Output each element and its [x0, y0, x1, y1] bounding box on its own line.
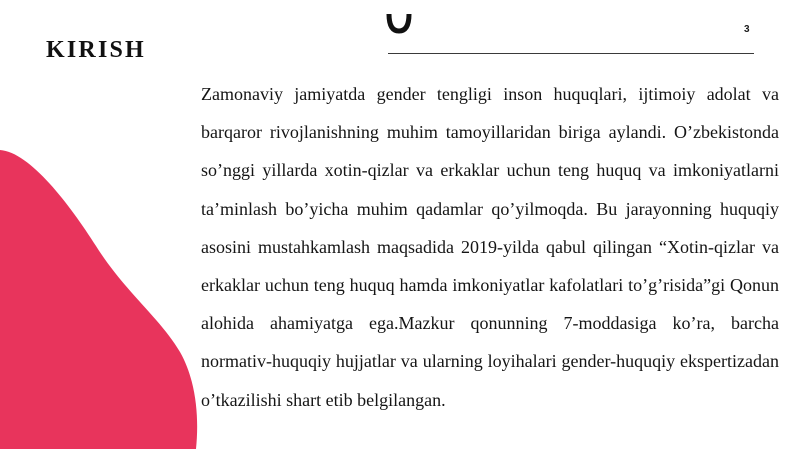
- page-title: KIRISH: [46, 37, 146, 63]
- header-divider: [388, 53, 754, 54]
- page-number: 3: [744, 24, 750, 35]
- pink-blob-path: [0, 150, 197, 449]
- body-paragraph: Zamonaviy jamiyatda gender tengligi inson huquqlari, ijtimoiy adolat va barqaror rivojlanishning muhim tamoyillaridan biriga aylandi. O’zbekistonda so’nggi yillarda xotin-qizlar va erkaklar uchun teng huquq va imkoniyatlarni ta’minlash bo’yicha muhim qadamlar qo’yilmoqda. Bu jarayonning huquqiy asosini mustahkamlash maqsadida 2019-yilda qabul qilingan “Xotin-qizlar va erkaklar uchun teng huquq hamda imkoniyatlar kafolatlari to’g’risida”gi Qonun alohida ahamiyatga ega.Mazkur qonunning 7-moddasiga ko’ra, barcha normativ-huquqiy hujjatlar va ularning loyihalari gender-huquqiy ekspertizadan o’tkazilishi shart etib belgilangan.: [201, 84, 779, 410]
- decorative-arc-icon: [385, 14, 413, 34]
